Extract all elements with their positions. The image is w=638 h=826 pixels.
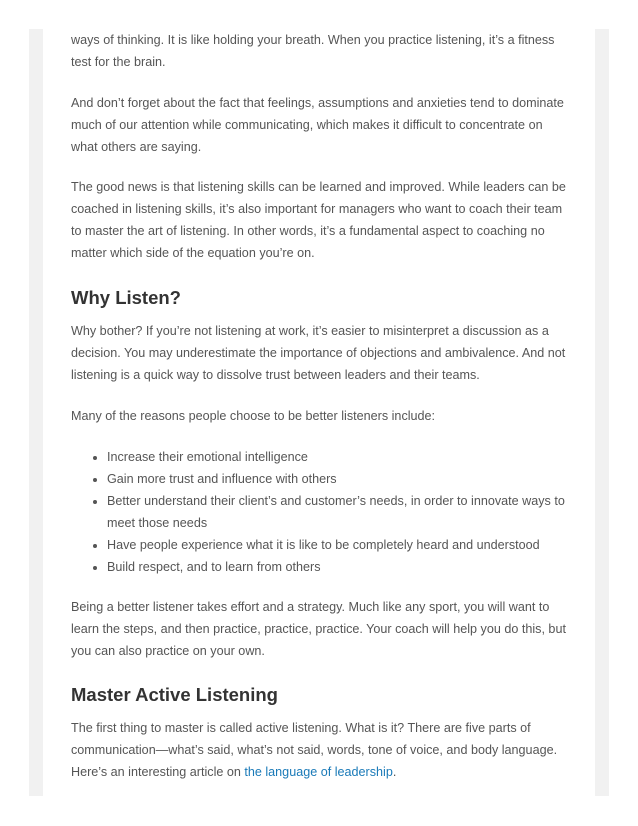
reasons-intro-paragraph: Many of the reasons people choose to be better listeners include: (71, 409, 436, 423)
article-body (71, 0, 571, 783)
right-gutter-bar (595, 29, 609, 796)
intro-paragraph: ways of thinking. It is like holding your breath. When you practice listening, it’s a fitness test for the brain. (71, 33, 555, 69)
good-news-paragraph: The good news is that listening skills can be learned and improved. While leaders can be coached in listening skills, it’s also important for managers who want to coach their team to master the art of listening. In other words, it’s a fundamental aspect to coaching no matter which side of the equation you’re on. (71, 180, 566, 260)
language-of-leadership-link[interactable]: the language of leadership (244, 765, 393, 779)
list-item: Increase their emotional intelligence (107, 446, 571, 468)
why-paragraph: Why bother? If you’re not listening at work, it’s easier to misinterpret a discussion as a decision. You may underestimate the importance of objections and ambivalence. And not listening is a quick way to dissolve trust between leaders and their teams. (71, 324, 566, 382)
list-item: Build respect, and to learn from others (107, 556, 571, 578)
list-item: Better understand their client’s and customer’s needs, in order to innovate ways to meet those needs (107, 490, 571, 534)
why-listen-heading: Why Listen? (71, 287, 181, 308)
left-gutter-bar (29, 29, 43, 796)
master-paragraph (71, 717, 571, 783)
list-item: Have people experience what it is like to be completely heard and understood (107, 534, 571, 556)
feelings-paragraph: And don’t forget about the fact that feelings, assumptions and anxieties tend to dominate much of our attention while communicating, which makes it difficult to concentrate on what others are saying. (71, 96, 564, 154)
master-paragraph-end: . (392, 765, 397, 779)
master-paragraph-text: The first thing to master is called active listening. What is it? There are five parts of communication—what’s said, what’s not said, words, tone of voice, and body language. Here’s an interesting article on (71, 721, 558, 779)
better-listener-paragraph: Being a better listener takes effort and a strategy. Much like any sport, you will want to learn the steps, and then practice, practice, practice. Your coach will help you do this, but you can also practice on your own. (71, 600, 566, 658)
master-active-listening-heading: Master Active Listening (71, 684, 278, 705)
reasons-list (71, 446, 571, 578)
list-item: Gain more trust and influence with others (107, 468, 571, 490)
